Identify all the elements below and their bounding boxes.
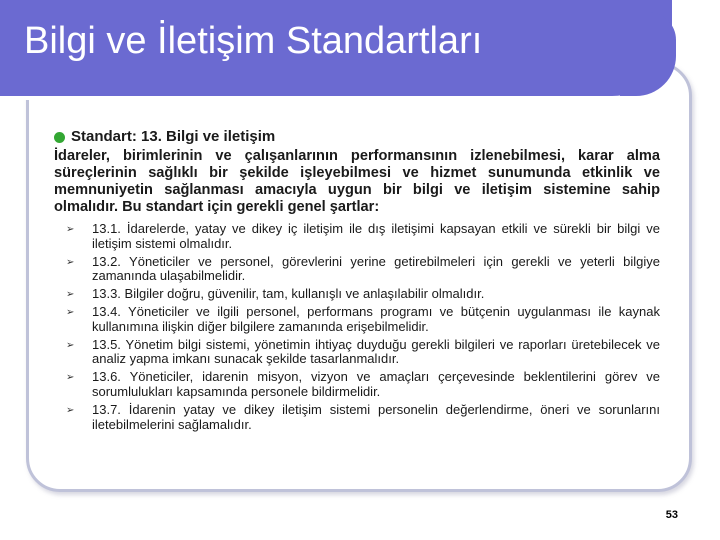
list-item — [66, 369, 660, 400]
standard-heading-row — [54, 128, 660, 146]
title-underline — [22, 96, 668, 100]
arrow-bullet-icon: ➢ — [66, 404, 75, 416]
list-item-text: 13.1. İdarelerde, yatay ve dikey iç iletişim ile dış iletişimi kapsayan etkili ve sürekli bir bilgi ve iletişim sistemi olmalıdır. — [92, 221, 660, 251]
list-item-text: 13.6. Yöneticiler, idarenin misyon, vizyon ve amaçları çerçevesinde beklentilerini görev ve sorumlulukları kapsamında personele bildirmelidir. — [92, 369, 660, 399]
list-item — [66, 221, 660, 252]
list-item-text: 13.2. Yöneticiler ve personel, görevlerini yerine getirebilmeleri için gerekli ve yeterli bilgiye zamanında ulaşabilmelidir. — [92, 253, 660, 284]
arrow-bullet-icon: ➢ — [66, 256, 75, 268]
arrow-bullet-icon: ➢ — [66, 289, 75, 301]
list-item-text: 13.4. Yöneticiler ve ilgili personel, performans programı ve bütçenin uygulanması ile kaynak kullanımına ilişkin diğer bilgilere zamanında erişebilmelidir. — [92, 303, 660, 334]
arrow-bullet-icon: ➢ — [66, 339, 75, 351]
requirements-list — [54, 222, 660, 432]
green-bullet-icon — [54, 132, 65, 143]
page-number: 53 — [665, 509, 678, 521]
arrow-bullet-icon: ➢ — [66, 306, 75, 318]
list-item — [66, 401, 660, 433]
list-item — [66, 253, 660, 285]
slide-content — [54, 128, 660, 435]
list-item — [66, 336, 660, 368]
list-item-text: 13.5. Yönetim bilgi sistemi, yönetimin ihtiyaç duyduğu gerekli bilgileri ve raporları üretebilecek ve analiz yapma imkanı sunacak şekilde tasarlanmalıdır. — [92, 336, 660, 367]
list-item-text: 13.3. Bilgiler doğru, güvenilir, tam, kullanışlı ve anlaşılabilir olmalıdır. — [92, 286, 485, 302]
list-item — [66, 303, 660, 335]
list-item-text: 13.7. İdarenin yatay ve dikey iletişim sistemi personelin değerlendirme, öneri ve sorunlarını iletebilmelerini sağlamalıdır. — [92, 401, 660, 432]
standard-heading: Standart: 13. Bilgi ve iletişim — [71, 128, 276, 145]
arrow-bullet-icon: ➢ — [66, 372, 75, 384]
list-item — [66, 286, 660, 302]
arrow-bullet-icon: ➢ — [66, 224, 75, 235]
slide-title: Bilgi ve İletişim Standartları — [24, 20, 483, 62]
standard-intro: İdareler, birimlerinin ve çalışanlarının performansının izlenebilmesi, karar alma süreçlerinin sağlıklı bir şekilde işleyebilmesi ve hizmet sunumunda etkinlik ve memnuniyetin sağlanması amacıyla uygun bir bilgi ve iletişim sistemine sahip olmalıdır. Bu standart için gerekli genel şartlar: — [54, 148, 660, 215]
